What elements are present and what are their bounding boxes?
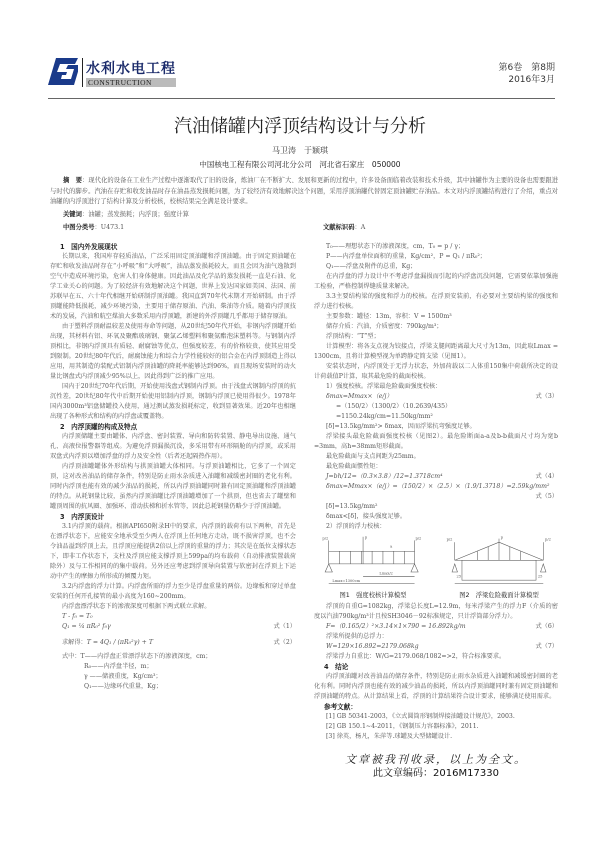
paragraph: 3.3主要结构梁的强度和浮力的校核。在浮顶安装前，有必要对主要结构梁的强度和浮力进行校核。: [314, 292, 558, 310]
load-label: p/2: [415, 536, 422, 541]
line: 储存介质：汽油，介质密度：790kg/m³；: [326, 322, 443, 330]
load-label: p/2: [545, 536, 551, 541]
equation-line: =1150.24kg/cm=11.50kg/mm²: [336, 412, 433, 420]
line: 浮梁所提供的总浮力：: [326, 632, 388, 640]
equation-3: [314, 392, 558, 402]
equation-text: δmax=Mmax×（e/j）: [326, 392, 393, 400]
journal-logo-icon: [48, 56, 78, 88]
definition: γ ——储液重度，Kg/cm³；: [84, 672, 162, 680]
section-heading: 1 国内外发展现状: [60, 242, 118, 251]
article-title: 汽油储罐内浮顶结构设计与分析: [174, 116, 426, 137]
issue-info: [499, 62, 555, 86]
equation-text: T = 4Q₁ / (πR₀²γ) + T: [86, 638, 153, 646]
load-label: p: [500, 535, 504, 540]
distance-label: 25: [456, 573, 462, 578]
equation-number: 式（6）: [535, 622, 558, 630]
equation-number: 式（5）: [535, 492, 558, 500]
figures: [314, 535, 558, 600]
left-column: [50, 242, 296, 780]
equation-line: =（150/2）（1300/2）（10.2639/435）: [336, 402, 452, 410]
load-label: p: [364, 535, 368, 540]
load-label: p/2: [446, 536, 453, 541]
equation: [50, 612, 296, 622]
keywords: [50, 208, 558, 221]
classification-row: [50, 221, 558, 234]
paragraph: 内浮盘漂浮状态下的渗液深度可根据下两式联立求解。: [62, 602, 211, 610]
section-heading: 2 内浮顶罐的构成及特点: [60, 422, 138, 431]
beam-model-diagram: [314, 535, 432, 591]
equation-text: W=129×16.892=2179.068kg: [326, 642, 419, 650]
journal-name-en: CONSTRUCTION: [86, 78, 176, 87]
line: 主要参数：罐径：13m，容积：V = 1500m³: [326, 312, 452, 320]
definition: Q₁——浮盘及附件的总重，Kg；: [326, 262, 417, 270]
reference: [1] GB 50341-2003，《立式圆筒形钢制焊接油罐设计规范》，2003.: [326, 712, 515, 720]
equation-text: Q₁ = ¼ πR₀² f₀γ: [62, 622, 111, 630]
journal-name: 水利水电工程: [86, 60, 176, 77]
reference: [2] GB 150.1~4-2011，《钢制压力容器标准》，2011.: [326, 722, 479, 730]
paragraph: 国内于20世纪70年代后期，开始使用浅盘式钢制内浮顶。由于浅盘式钢制内浮顶的抗沉性差，20世纪80年代中后期开始使用铝制内浮顶，钢制内浮顶已使用得很少。1978年国内3000m³铝盘储罐投入使用，通过测试蒸发损耗标定，收到显著效果。近20年也相继出现了各种形式和结构的内浮盘或覆盖物。: [50, 382, 296, 420]
equation-4: [314, 472, 558, 482]
paragraph: 长期以来，我国库存轻质油品，广泛采用固定顶油罐和浮顶油罐。由于固定顶油罐在存贮和收发油品时存在“小呼吸”和“大呼吸”，油品蒸发损耗较大，而且会因为油气逸散到空气中造成环境污染，危害人们身体健康。因此油品及化学品的蒸发损耗一直是石油、化学工业关心的问题。为了较经济有效地解决这个问题，世界上发达国家如美国、法国、前苏联早在五、六十年代相继开始研制浮顶油罐。我国直到70年代末期才开始研制。由于浮顶罐能降低损耗，减少环境污染，主要用于储存原油、汽油、柴油等介质。随着内浮顶技术的发展，汽油和航空煤油大多数采用内浮顶罐，新建的外浮顶罐几乎都用于储存原油。: [50, 252, 296, 320]
section-heading: 4 结论: [324, 662, 349, 671]
equation-5: δmax=Mmax×（e/j）=（150/2）×（2.5）×（1.9/1.3718）=2.59kg/mm²: [326, 482, 550, 490]
section-label: a: [390, 544, 393, 549]
paragraph: 浮顶的自重G=1082kg，浮梁总长度L=12.9m，每米浮梁产生的浮力F（介质的密度以汽油790kg/m³计且按SH3046－92标准规定，只计浮筒部分浮力）。: [314, 602, 558, 620]
line: 浮梁浮力自重比：W/G=2179.068/1082=>2，符合标准要求。: [326, 652, 506, 660]
equation-number: 式（4）: [535, 472, 558, 480]
definition: R₀——内浮盘半径，m；: [84, 662, 153, 670]
line: 最危险截面与支点间距为25mm。: [326, 452, 420, 460]
line: 最危险截面惯性矩：: [326, 462, 382, 470]
paragraph: 在内浮盘的浮力设计中不考虑浮盘漏损而引起的内浮盘沉没问题，它需要依靠加强施工检验，严格控制焊缝质量来解决。: [314, 272, 558, 290]
section-heading: 3 内浮顶设计: [60, 512, 105, 521]
equation-text: F=（0.165/2）²×3.14×1×790 = 16.892kg/m: [326, 622, 466, 630]
span-label: Lmax=1300cm: [332, 578, 361, 583]
equation-number: 式（2）: [273, 638, 296, 646]
equation-text: J=bh/12=（0.3×3.8）/12=1.3718cm⁴: [326, 472, 443, 480]
figure-1-caption: 图1 强度校核计算模型: [339, 591, 407, 599]
document-code: [323, 221, 365, 234]
reference: [3] 徐英，杨凡，朱萍等.球罐及大型储罐设计.: [326, 732, 453, 740]
equation-number: 式（1）: [273, 622, 296, 630]
two-column-body: [50, 242, 558, 780]
abstract-label: 摘 要: [63, 177, 83, 184]
line: 2）浮顶的浮力校核：: [326, 522, 386, 530]
abstract-text: ：现代化的设备在工业生产过程中逐渐取代了旧的设备，炼油厂在不断扩大、发展和更新的过程中，许多设备面临着改装和技术升级，其中油罐作为主要的设备也需要跟进与时代的脚步。汽油在存贮和收发油品时存在油品蒸发损耗问题，为了较经济有效地解决这个问题，采用浮顶油罐代替固定顶油罐贮存油品。本文对内浮顶罐结构进行了介绍，重点对油罐的内浮顶进行了结构计算及分析校核，校核结果完全满足设计要求。: [50, 177, 559, 205]
figure-2-caption: 图2 浮梁危险截面计算模型: [459, 591, 539, 599]
article-body: [50, 176, 558, 780]
distance-label: 25: [537, 573, 543, 578]
paragraph: 内浮顶油罐对改善油品的储存条件，特别是防止雨水杂质进入油罐和减缓密封圈的老化有利。同时内浮顶也能有效的减少油品的损耗，所以内浮顶油罐同时兼有固定顶油罐和浮顶油罐的特点。从计算结果上看，浮顶的计算结果符合设计要求，能够满足使用需求。: [314, 672, 558, 700]
doc-code-label: 文献标识码: [323, 223, 355, 231]
doc-code-text: ：A: [354, 223, 366, 231]
equation-6: [314, 622, 558, 632]
references-heading: 参考文献：: [324, 702, 357, 711]
beam-section-diagram: [440, 535, 558, 591]
paragraph: 3.2内浮盘的浮力计算。内浮盘所需的浮力至少是浮盘重量的两倍。边缘板和穿过单盘安装的任何开孔接管的最小高度为160~200mm。: [50, 582, 296, 600]
classification-text: ：U473.1: [94, 223, 125, 231]
equation-number: 式（3）: [535, 392, 558, 400]
figure-2: [440, 535, 558, 600]
right-column: [314, 242, 558, 780]
figure-1: [314, 535, 432, 600]
keywords-label: 关键词: [63, 210, 82, 218]
half-span-label: Lmax/2: [379, 571, 393, 576]
line: [δ]=13.5kg/mm²> δmax，因而浮梁抗弯强度足够。: [326, 422, 476, 430]
journal-logo: [48, 56, 176, 88]
line: [δ]=13.5kg/mm²: [326, 502, 378, 510]
paragraph: 由于塑料浮顶耐温较差及使用寿命等问题，从20世纪50年代开始，非钢内浮顶罐开始出现，其材料有铝、环氧及聚酯玻璃钢、聚氯乙烯塑料和聚氨酯泡沫塑料等。与钢制内浮顶相比，非钢内浮顶具有质轻、耐腐蚀等优点，但强度较差，有的价格较贵，使其应用受到限制。20世纪80年代后，耐腐蚀能力和综合力学性能较好的铝合金在内浮顶制造上得以应用，用其制造的装配式铝制内浮顶油罐的降耗率能够达到96%，而且现场安装时的动火量比钢盘式内浮顶减少95%以上，因此得到广泛的推广应用。: [50, 322, 296, 380]
abstract: [50, 176, 558, 208]
equation-7: [314, 642, 558, 652]
paragraph: 浮梁接头最危险截面强度校核（见图2）。最危险断面a-a及b-b截面尺寸均为宽b =3mm，高h=38mm矩形截面。: [314, 432, 558, 450]
definition: 式中：T——内浮盘正常漂浮状态下的渗液深度，cm；: [62, 652, 212, 660]
paragraph: 内浮顶储罐主要由罐体、内浮盘、密封装置、导向和防转装置、静电导出设施、通气孔、高液位报警器等组成。为避免浮顶漏损沉没，多采用带有环形隔舱的内浮顶，或采用双盘式内浮顶以增加浮盘的浮力及安全性（后者还起隔热作用）。: [50, 432, 296, 460]
paragraph: 3.1内浮顶的载荷。根据API650附录H中的要求，内浮顶的载荷有以下两种，首先是在漂浮状态下，应能安全地承受至少两人在浮顶上任何地方走动，既不损害浮顶，也不会令油品溢到浮顶上去，且浮顶应能提供2倍以上浮顶的重量的浮力；其次是在低位支撑状态下，即非工作状态下，支柱及浮顶应能支撑浮顶上599pa的均布载荷（自动排液装置载荷除外）及与工作相同的的集中载荷。另外还应考虑到浮顶导向装置与软密封在浮顶上下运动中产生的摩擦力所形成的倾覆力矩。: [50, 522, 296, 580]
definition: P——内浮盘单位面积的重量，Kg/cm²，P = Q₁ / πR₀²；: [326, 252, 486, 260]
paragraph: 计算模型：将各支点视为铰接点，浮梁支腿间距离最大尺寸为13m，因此取Lmax = 1300cm，且将计算模型视为单跨静定简支梁（见图1）。: [314, 342, 558, 360]
paragraph: 内浮顶油罐罐体外形结构与拱顶油罐大体相同。与浮顶油罐相比，它多了一个固定顶，这对改善油品的储存条件，特别是防止雨水杂质进入油罐和减缓密封圈的老化有利。同时内浮顶也能有效的减少油品的损耗，所以内浮顶油罐同时兼有固定顶油罐和浮顶油罐的特点。从耗钢量比较，虽然内浮顶油罐比浮顶油罐增加了一个拱顶，但也省去了罐壁和罐顶周围的抗风圈、加强环、滑动扶梯和折水管等，因此总耗钢量仍略少于浮顶油罐。: [50, 462, 296, 510]
equation-1: [50, 622, 296, 632]
publish-date: 2016年3月: [508, 75, 555, 85]
article-code: 此文章编码：2016M17330: [373, 767, 499, 779]
equation-number: 式（7）: [535, 642, 558, 650]
authors: 马卫涛 于颖琪: [272, 146, 328, 155]
classification-label: 中图分类号: [63, 223, 95, 231]
equation-prefix: 求解得：: [62, 638, 87, 646]
definition: Q₁——边缘环代重量，Kg；: [84, 682, 163, 690]
equation-2: [50, 638, 296, 648]
end-note: 文章被我刊收录，以上为全文。: [345, 752, 527, 766]
line: 1）强度校核。浮梁最危险截面强度校核：: [326, 382, 442, 390]
load-label: p/2: [322, 536, 329, 541]
classification: [63, 221, 323, 234]
keywords-text: ：油罐；蒸发损耗；内浮顶；强度计算: [81, 210, 189, 218]
affiliation: 中国核电工程有限公司河北分公司 河北省石家庄 050000: [199, 160, 401, 169]
end-notes: [314, 752, 558, 780]
definition: T₀——理想状态下的渗液深度，cm，T₀ = p / γ；: [326, 242, 465, 250]
equation-text: T - f₀ = T₀: [62, 612, 93, 620]
line: δmax<[δ]，接头强度足够。: [326, 512, 407, 520]
header-divider: [48, 98, 555, 99]
line: 浮顶结构：“T”型；: [326, 332, 380, 340]
volume-issue: 第6卷 第8期: [498, 63, 555, 73]
paragraph: 安装状态时，内浮顶处于无浮力状态，外加荷载以二人体重150集中荷载所决定的设计荷载值P计算，取其最危险的截面校核。: [314, 362, 558, 380]
